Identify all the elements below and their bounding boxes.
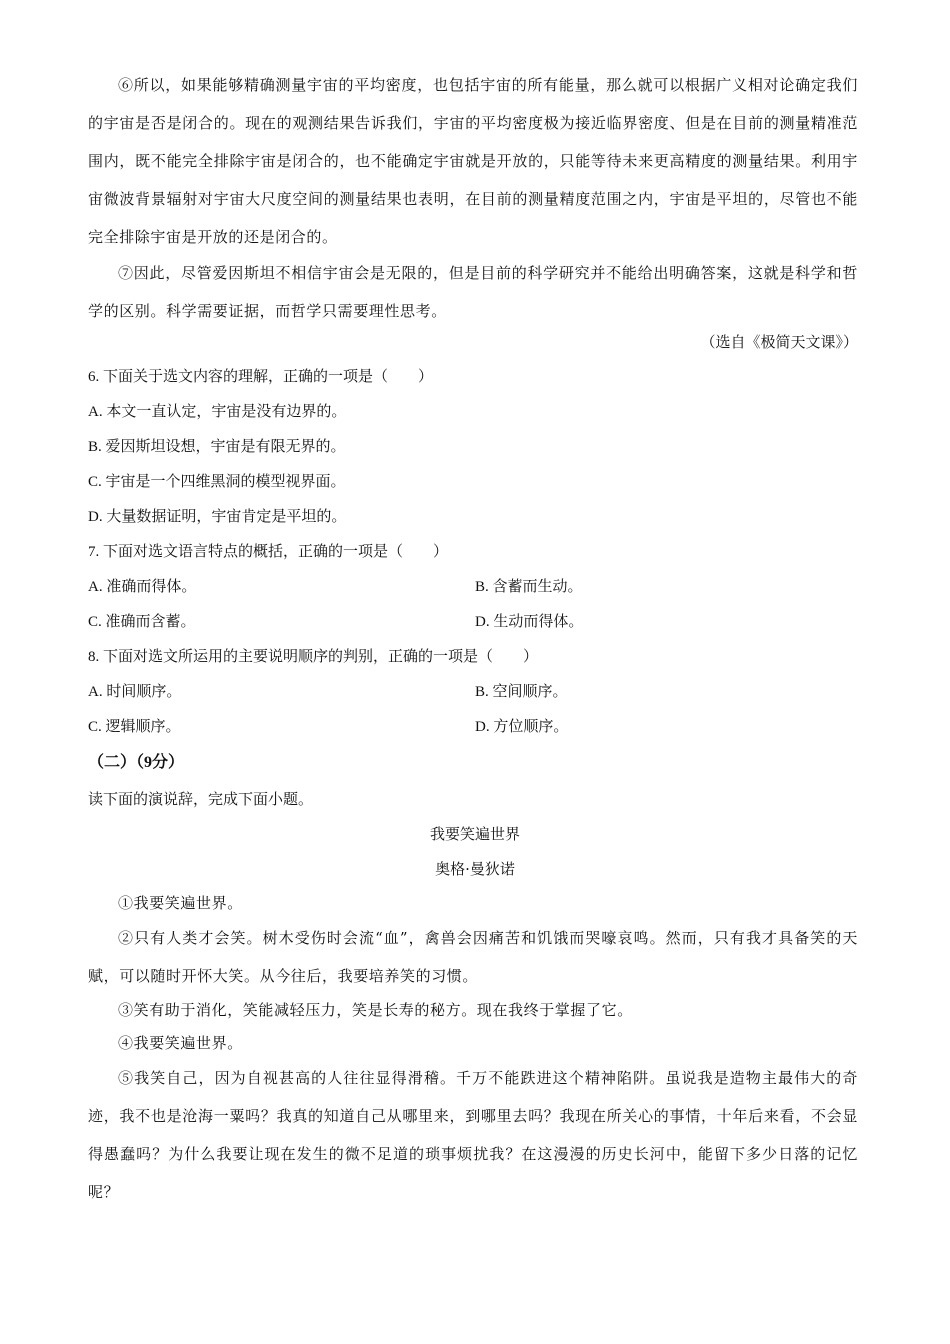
question-6-option-b: B. 爱因斯坦设想，宇宙是有限无界的。 (88, 439, 346, 455)
speech-paragraph-2: ②只有人类才会笑。树木受伤时会流“血”，禽兽会因痛苦和饥饿而哭嚎哀鸣。然而，只有我才具备笑的天赋，可以随时开怀大笑。从今往后，我要培养笑的习惯。 (88, 929, 858, 985)
speech-paragraph-4: ④我要笑遍世界。 (118, 1034, 243, 1052)
speech-author: 奥格·曼狄诺 (435, 860, 515, 878)
question-8-option-a: A. 时间顺序。 (88, 684, 182, 700)
section-2-instruction: 读下面的演说辞，完成下面小题。 (88, 792, 314, 808)
question-8-stem: 8. 下面对选文所运用的主要说明顺序的判别，正确的一项是（ ） (88, 649, 539, 665)
question-8-option-b: B. 空间顺序。 (475, 684, 568, 700)
question-7-option-b: B. 含蓄而生动。 (475, 579, 583, 595)
question-6-option-d: D. 大量数据证明，宇宙肯定是平坦的。 (88, 509, 347, 525)
speech-paragraph-1: ①我要笑遍世界。 (118, 894, 243, 912)
question-6-option-a: A. 本文一直认定，宇宙是没有边界的。 (88, 404, 347, 420)
speech-title: 我要笑遍世界 (429, 825, 520, 843)
question-6-option-c: C. 宇宙是一个四维黑洞的模型视界面。 (88, 474, 346, 490)
question-7-option-c: C. 准确而含蓄。 (88, 614, 196, 630)
question-7-option-a: A. 准确而得体。 (88, 579, 197, 595)
paragraph-7: ⑦因此，尽管爱因斯坦不相信宇宙会是无限的，但是目前的科学研究并不能给出明确答案，这就是科学和哲学的区别。科学需要证据，而哲学只需要理性思考。 (88, 264, 858, 320)
question-7-stem: 7. 下面对选文语言特点的概括，正确的一项是（ ） (88, 544, 449, 560)
section-2-heading: （二）（9分） (88, 754, 185, 771)
question-7-option-d: D. 生动而得体。 (475, 614, 584, 630)
question-8-option-d: D. 方位顺序。 (475, 719, 569, 735)
paragraph-6: ⑥所以，如果能够精确测量宇宙的平均密度，也包括宇宙的所有能量，那么就可以根据广义相对论确定我们的宇宙是否是闭合的。现在的观测结果告诉我们，宇宙的平均密度极为接近临界密度、但是在目前的测量精准范围内，既不能完全排除宇宙是闭合的，也不能确定宇宙就是开放的，只能等待未来更高精度的测量结果。利用宇宙微波背景辐射对宇宙大尺度空间的测量结果也表明，在目前的测量精度范围之内，宇宙是平坦的，尽管也不能完全排除宇宙是开放的还是闭合的。 (88, 76, 858, 246)
question-8-option-c: C. 逻辑顺序。 (88, 719, 181, 735)
question-6-stem: 6. 下面关于选文内容的理解，正确的一项是（ ） (88, 369, 434, 385)
source-citation: （选自《极简天文课》） (700, 333, 858, 351)
speech-paragraph-5: ⑤我笑自己，因为自视甚高的人往往显得滑稽。千万不能跌进这个精神陷阱。虽说我是造物主最伟大的奇迹，我不也是沧海一粟吗？我真的知道自己从哪里来，到哪里去吗？我现在所关心的事情，十年后来看，不会显得愚蠢吗？为什么我要让现在发生的微不足道的琐事烦扰我？在这漫漫的历史长河中，能留下多少日落的记忆呢？ (88, 1069, 858, 1201)
speech-paragraph-3: ③笑有助于消化，笑能减轻压力，笑是长寿的秘方。现在我终于掌握了它。 (118, 1001, 633, 1019)
